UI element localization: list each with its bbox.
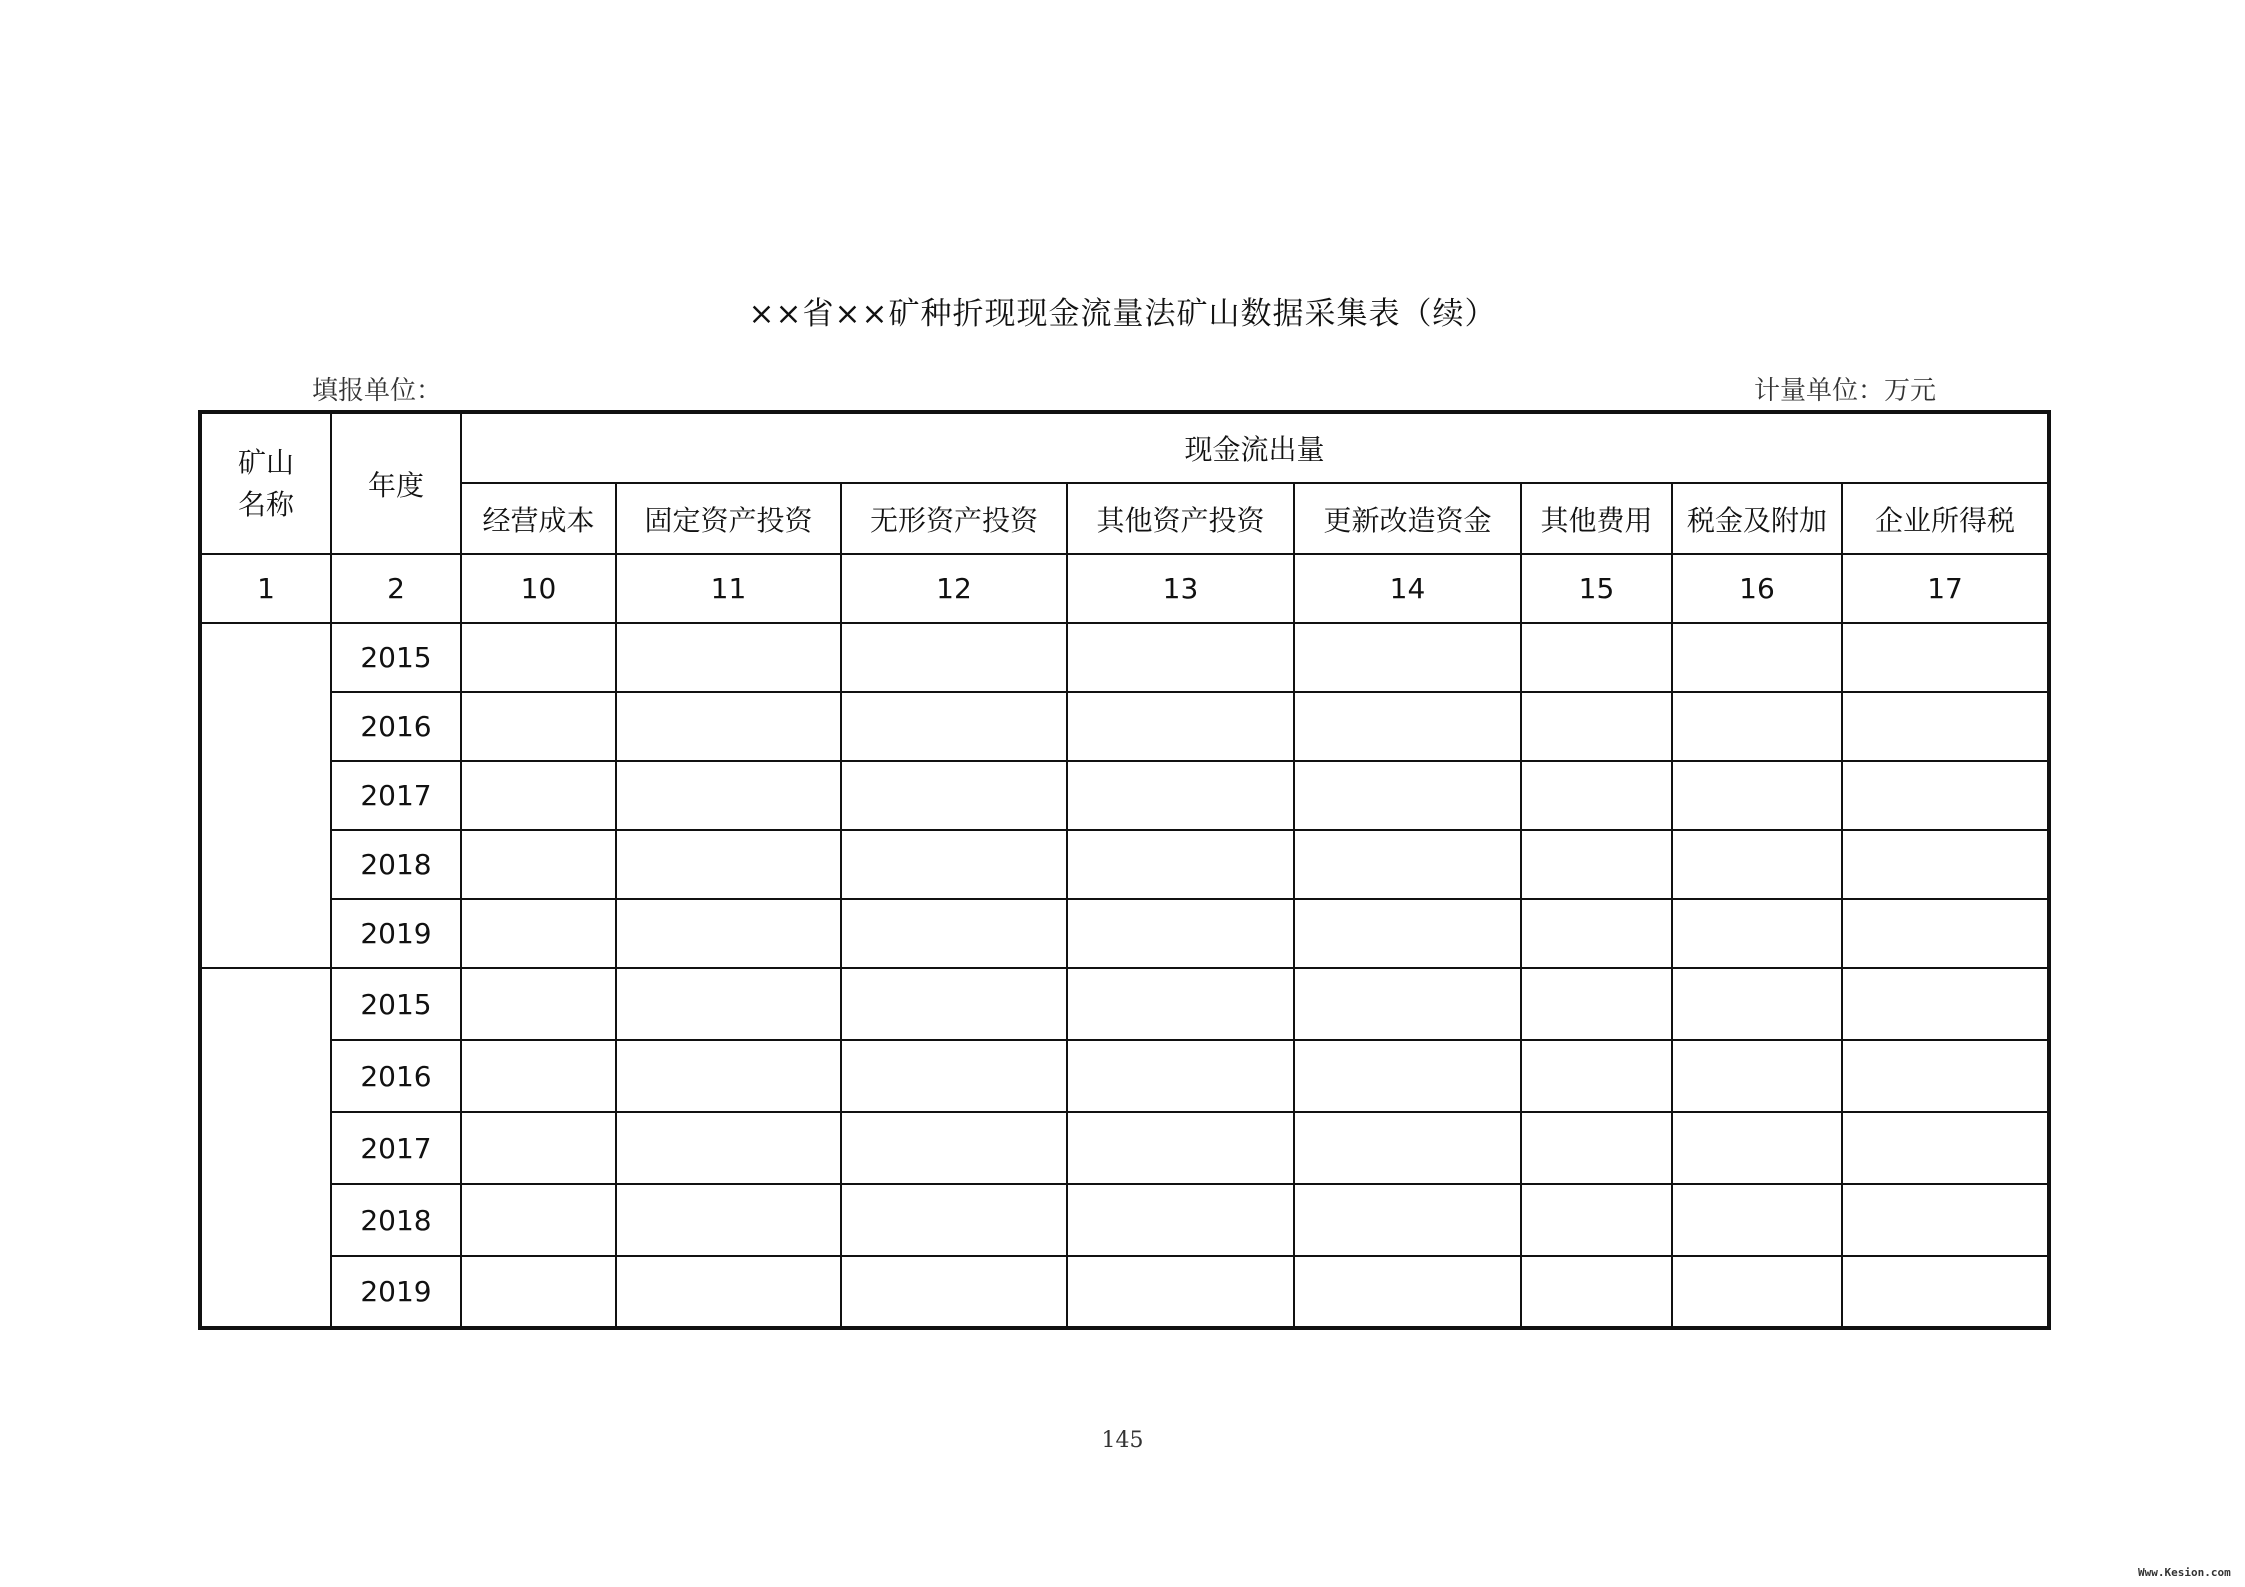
data-cell[interactable] — [1067, 1184, 1294, 1256]
mine-name-header-line2: 名称 — [237, 487, 294, 521]
mine-name-cell[interactable] — [200, 623, 331, 968]
data-cell[interactable] — [841, 1040, 1067, 1112]
data-cell[interactable] — [461, 623, 616, 692]
data-cell[interactable] — [461, 899, 616, 968]
col-number: 12 — [841, 554, 1067, 623]
year-cell: 2019 — [331, 899, 461, 968]
data-cell[interactable] — [461, 761, 616, 830]
data-cell[interactable] — [1294, 761, 1521, 830]
data-cell[interactable] — [1672, 1184, 1842, 1256]
col-number: 2 — [331, 554, 461, 623]
col-number: 14 — [1294, 554, 1521, 623]
data-cell[interactable] — [1842, 1256, 2049, 1328]
data-cell[interactable] — [1294, 623, 1521, 692]
year-cell: 2017 — [331, 761, 461, 830]
data-cell[interactable] — [1521, 761, 1672, 830]
data-cell[interactable] — [1067, 1256, 1294, 1328]
data-cell[interactable] — [841, 968, 1067, 1040]
data-cell[interactable] — [1521, 968, 1672, 1040]
col-header-operating-cost: 经营成本 — [461, 483, 616, 554]
table-row — [200, 761, 2049, 830]
data-cell[interactable] — [1672, 1256, 1842, 1328]
data-cell[interactable] — [1067, 899, 1294, 968]
year-cell: 2018 — [331, 830, 461, 899]
data-cell[interactable] — [1521, 623, 1672, 692]
watermark: Www.Kesion.com — [2138, 1566, 2231, 1579]
col-header-fixed-asset-investment: 固定资产投资 — [616, 483, 841, 554]
table-row — [200, 1184, 2049, 1256]
data-cell[interactable] — [616, 1256, 841, 1328]
data-cell[interactable] — [1067, 830, 1294, 899]
col-number: 10 — [461, 554, 616, 623]
data-cell[interactable] — [1294, 1184, 1521, 1256]
data-cell[interactable] — [616, 968, 841, 1040]
data-cell[interactable] — [1067, 1112, 1294, 1184]
data-cell[interactable] — [1672, 692, 1842, 761]
data-cell[interactable] — [461, 1256, 616, 1328]
data-cell[interactable] — [841, 830, 1067, 899]
data-cell[interactable] — [1521, 1112, 1672, 1184]
data-cell[interactable] — [1672, 761, 1842, 830]
col-header-income-tax: 企业所得税 — [1842, 483, 2049, 554]
data-cell[interactable] — [1672, 830, 1842, 899]
data-cell[interactable] — [841, 1184, 1067, 1256]
data-cell[interactable] — [461, 692, 616, 761]
data-cell[interactable] — [1067, 968, 1294, 1040]
col-number: 13 — [1067, 554, 1294, 623]
data-cell[interactable] — [841, 692, 1067, 761]
data-cell[interactable] — [1521, 830, 1672, 899]
col-header-taxes-surcharges: 税金及附加 — [1672, 483, 1842, 554]
data-cell[interactable] — [1672, 899, 1842, 968]
table-row — [200, 968, 2049, 1040]
data-cell[interactable] — [461, 968, 616, 1040]
data-cell[interactable] — [616, 1040, 841, 1112]
data-cell[interactable] — [1294, 1112, 1521, 1184]
data-cell[interactable] — [1842, 692, 2049, 761]
data-cell[interactable] — [1067, 623, 1294, 692]
year-header: 年度 — [331, 412, 461, 554]
data-cell[interactable] — [841, 761, 1067, 830]
data-cell[interactable] — [1067, 761, 1294, 830]
col-header-intangible-asset-investment: 无形资产投资 — [841, 483, 1067, 554]
year-cell: 2018 — [331, 1184, 461, 1256]
data-cell[interactable] — [1067, 692, 1294, 761]
table-row — [200, 899, 2049, 968]
cash-outflow-header: 现金流出量 — [461, 412, 2049, 483]
data-cell[interactable] — [1521, 692, 1672, 761]
data-cell[interactable] — [461, 1040, 616, 1112]
mine-name-cell[interactable] — [200, 968, 331, 1328]
unit-of-measure-label: 计量单位：万元 — [1754, 376, 1937, 406]
year-cell: 2015 — [331, 968, 461, 1040]
col-number: 1 — [200, 554, 331, 623]
data-cell[interactable] — [1521, 1040, 1672, 1112]
table-row — [200, 1112, 2049, 1184]
data-cell[interactable] — [1294, 968, 1521, 1040]
data-cell[interactable] — [1672, 1040, 1842, 1112]
data-cell[interactable] — [616, 623, 841, 692]
data-collection-table — [198, 410, 2051, 1330]
col-number: 17 — [1842, 554, 2049, 623]
col-number: 16 — [1672, 554, 1842, 623]
table-row — [200, 692, 2049, 761]
data-cell[interactable] — [841, 1112, 1067, 1184]
data-cell[interactable] — [1842, 899, 2049, 968]
data-cell[interactable] — [1842, 968, 2049, 1040]
data-cell[interactable] — [1294, 830, 1521, 899]
data-cell[interactable] — [1672, 623, 1842, 692]
col-header-other-asset-investment: 其他资产投资 — [1067, 483, 1294, 554]
col-number: 11 — [616, 554, 841, 623]
data-cell[interactable] — [841, 1256, 1067, 1328]
data-cell[interactable] — [1521, 1256, 1672, 1328]
data-cell[interactable] — [841, 623, 1067, 692]
data-cell[interactable] — [1842, 1112, 2049, 1184]
data-cell[interactable] — [616, 1112, 841, 1184]
data-cell[interactable] — [1294, 692, 1521, 761]
data-cell[interactable] — [1672, 1112, 1842, 1184]
year-cell: 2015 — [331, 623, 461, 692]
data-cell[interactable] — [1294, 1256, 1521, 1328]
data-cell[interactable] — [1842, 761, 2049, 830]
data-cell[interactable] — [616, 761, 841, 830]
data-cell[interactable] — [1521, 1184, 1672, 1256]
data-cell[interactable] — [1294, 1040, 1521, 1112]
col-header-other-expenses: 其他费用 — [1521, 483, 1672, 554]
page-number: 145 — [1101, 1428, 1144, 1453]
data-cell[interactable] — [616, 1184, 841, 1256]
data-cell[interactable] — [1672, 968, 1842, 1040]
data-cell[interactable] — [1521, 899, 1672, 968]
year-cell: 2019 — [331, 1256, 461, 1328]
data-cell[interactable] — [1842, 830, 2049, 899]
table-row — [200, 623, 2049, 692]
mine-name-header — [200, 412, 331, 554]
table-row — [200, 1040, 2049, 1112]
year-cell: 2016 — [331, 692, 461, 761]
year-cell: 2017 — [331, 1112, 461, 1184]
data-cell[interactable] — [461, 1112, 616, 1184]
mine-name-header-line1: 矿山 — [237, 445, 294, 479]
data-cell[interactable] — [1294, 899, 1521, 968]
data-cell[interactable] — [1842, 623, 2049, 692]
data-cell[interactable] — [1067, 1040, 1294, 1112]
table-row — [200, 1256, 2049, 1328]
data-cell[interactable] — [616, 899, 841, 968]
data-cell[interactable] — [1842, 1184, 2049, 1256]
data-cell[interactable] — [461, 830, 616, 899]
data-cell[interactable] — [1842, 1040, 2049, 1112]
page-title: ××省××矿种折现现金流量法矿山数据采集表（续） — [748, 296, 1497, 332]
data-cell[interactable] — [616, 830, 841, 899]
col-header-renovation-fund: 更新改造资金 — [1294, 483, 1521, 554]
col-number: 15 — [1521, 554, 1672, 623]
year-cell: 2016 — [331, 1040, 461, 1112]
data-cell[interactable] — [461, 1184, 616, 1256]
table-row — [200, 830, 2049, 899]
reporting-unit-label: 填报单位： — [312, 376, 443, 406]
data-cell[interactable] — [616, 692, 841, 761]
data-cell[interactable] — [841, 899, 1067, 968]
